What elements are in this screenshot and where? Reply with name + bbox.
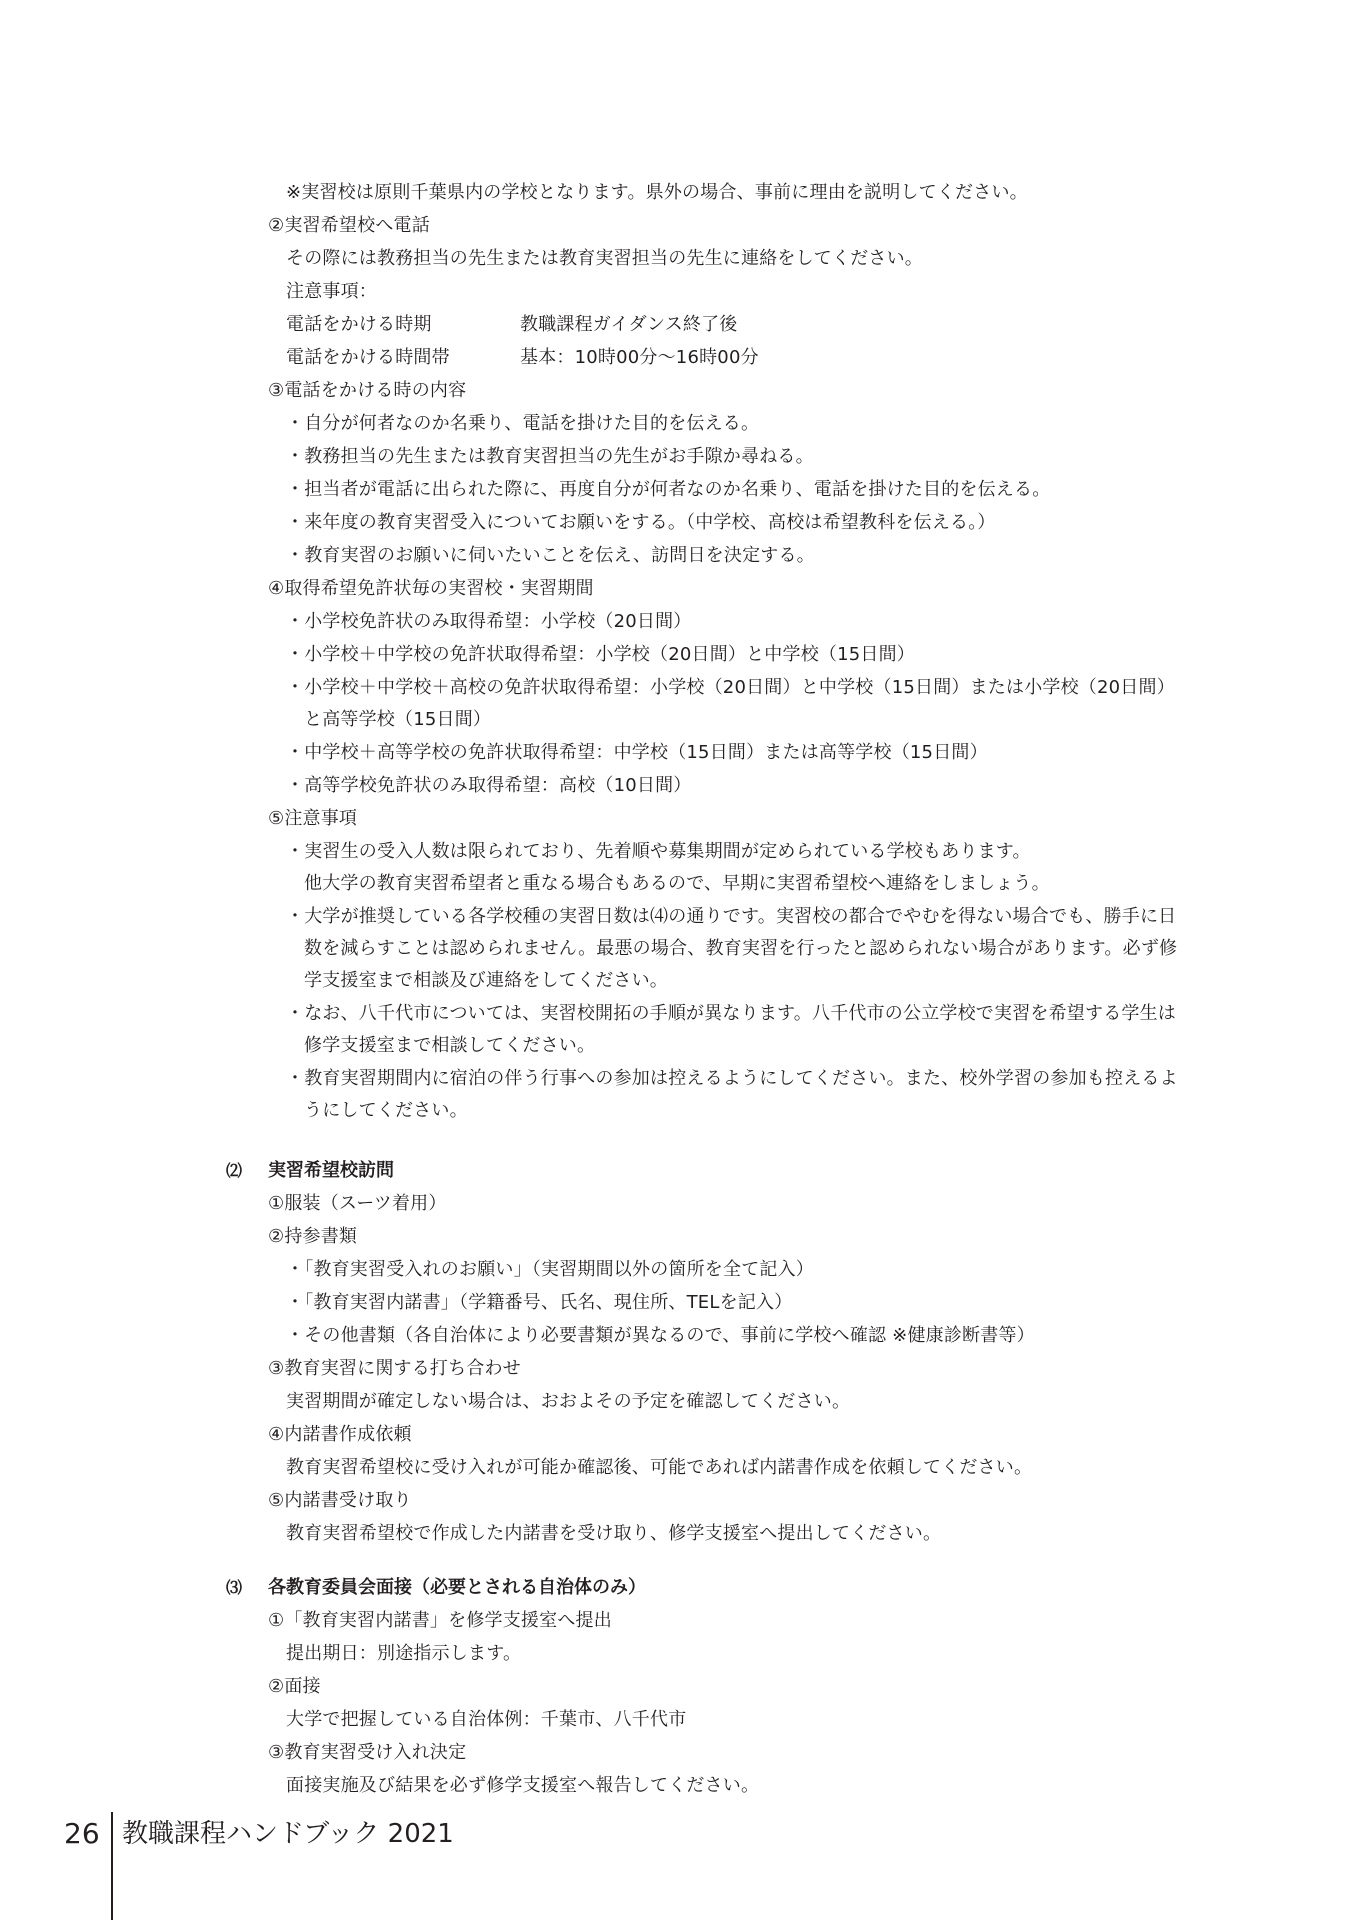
bullet-line: ・大学が推奨している各学校種の実習日数は⑷の通りです。実習校の都合でやむを得ない場合でも、勝手に日 [286,906,1177,927]
bullet-line: ・教育実習期間内に宿泊の伴う行事への参加は控えるようにしてください。また、校外学習の参加も控えるよ [286,1068,1178,1089]
bullet-line: ・中学校＋高等学校の免許状取得希望：中学校（15日間）または高等学校（15日間） [286,742,988,763]
text-line: 教育実習希望校で作成した内諾書を受け取り、修学支援室へ提出してください。 [286,1523,942,1544]
item-heading: ③教育実習に関する打ち合わせ [268,1358,521,1379]
item-heading: ②持参書類 [268,1226,358,1247]
bullet-continuation: うにしてください。 [304,1100,468,1121]
text-line: 面接実施及び結果を必ず修学支援室へ報告してください。 [286,1775,760,1796]
item-heading: ①「教育実習内諾書」を修学支援室へ提出 [268,1610,612,1631]
item-heading: ④取得希望免許状毎の実習校・実習期間 [268,578,594,599]
footer-divider [111,1812,113,1920]
item-heading: ⑤内諾書受け取り [268,1490,412,1511]
item-heading: ③電話をかける時の内容 [268,380,467,401]
note-line: ※実習校は原則千葉県内の学校となります。県外の場合、事前に理由を説明してください。 [286,182,1028,203]
bullet-line: ・実習生の受入人数は限られており、先着順や募集期間が定められている学校もあります。 [286,841,1031,862]
bullet-line: ・自分が何者なのか名乗り、電話を掛けた目的を伝える。 [286,413,760,434]
item-heading: ④内諾書作成依頼 [268,1424,412,1445]
bullet-line: ・その他書類（各自治体により必要書類が異なるので、事前に学校へ確認 ※健康診断書等） [286,1325,1035,1346]
item-heading: ①服装（スーツ着用） [268,1193,447,1214]
section-title: 各教育委員会面接（必要とされる自治体のみ） [268,1577,646,1598]
value-cell: 基本：10時00分～16時00分 [520,347,759,368]
label-cell: 電話をかける時間帯 [286,347,450,368]
bullet-line: ・「教育実習内諾書」（学籍番号、氏名、現住所、TELを記入） [286,1292,793,1313]
item-heading: ②面接 [268,1676,321,1697]
text-line: 教育実習希望校に受け入れが可能か確認後、可能であれば内諾書作成を依頼してください。 [286,1457,1033,1478]
section-title: 実習希望校訪問 [268,1160,394,1181]
bullet-continuation: 他大学の教育実習希望者と重なる場合もあるので、早期に実習希望校へ連絡をしましょう。 [304,873,1050,894]
bullet-line: ・教務担当の先生または教育実習担当の先生がお手隙か尋ねる。 [286,446,814,467]
footer-title: 教職課程ハンドブック 2021 [122,1819,454,1849]
bullet-continuation: と高等学校（15日間） [304,709,492,730]
bullet-line: ・小学校＋中学校＋高校の免許状取得希望：小学校（20日間）と中学校（15日間）または小学校（20日間） [286,677,1175,698]
text-line: 提出期日：別途指示します。 [286,1643,522,1664]
text-line: 注意事項： [286,281,377,302]
text-line: 実習期間が確定しない場合は、おおよその予定を確認してください。 [286,1391,851,1412]
text-line: 大学で把握している自治体例：千葉市、八千代市 [286,1709,687,1730]
bullet-line: ・小学校＋中学校の免許状取得希望：小学校（20日間）と中学校（15日間） [286,644,916,665]
bullet-continuation: 数を減らすことは認められません。最悪の場合、教育実習を行ったと認められない場合があります。必ず修 [304,938,1178,959]
label-cell: 電話をかける時期 [286,314,432,335]
section-number: ⑶ [226,1578,243,1597]
bullet-continuation: 修学支援室まで相談してください。 [304,1035,596,1056]
bullet-line: ・教育実習のお願いに伺いたいことを伝え、訪問日を決定する。 [286,545,815,566]
bullet-continuation: 学支援室まで相談及び連絡をしてください。 [304,970,668,991]
bullet-line: ・担当者が電話に出られた際に、再度自分が何者なのか名乗り、電話を掛けた目的を伝える。 [286,479,1051,500]
bullet-line: ・来年度の教育実習受入についてお願いをする。（中学校、高校は希望教科を伝える。） [286,512,996,533]
item-heading: ③教育実習受け入れ決定 [268,1742,467,1763]
page-number: 26 [64,1817,100,1850]
item-heading: ⑤注意事項 [268,808,358,829]
bullet-line: ・「教育実習受入れのお願い」（実習期間以外の箇所を全て記入） [286,1259,814,1280]
text-line: その際には教務担当の先生または教育実習担当の先生に連絡をしてください。 [286,248,923,269]
bullet-line: ・なお、八千代市については、実習校開拓の手順が異なります。八千代市の公立学校で実習を希望する学生は [286,1003,1176,1024]
bullet-line: ・小学校免許状のみ取得希望：小学校（20日間） [286,611,692,632]
item-heading: ②実習希望校へ電話 [268,215,430,236]
bullet-line: ・高等学校免許状のみ取得希望：高校（10日間） [286,775,692,796]
value-cell: 教職課程ガイダンス終了後 [520,314,738,335]
section-number: ⑵ [226,1161,243,1180]
